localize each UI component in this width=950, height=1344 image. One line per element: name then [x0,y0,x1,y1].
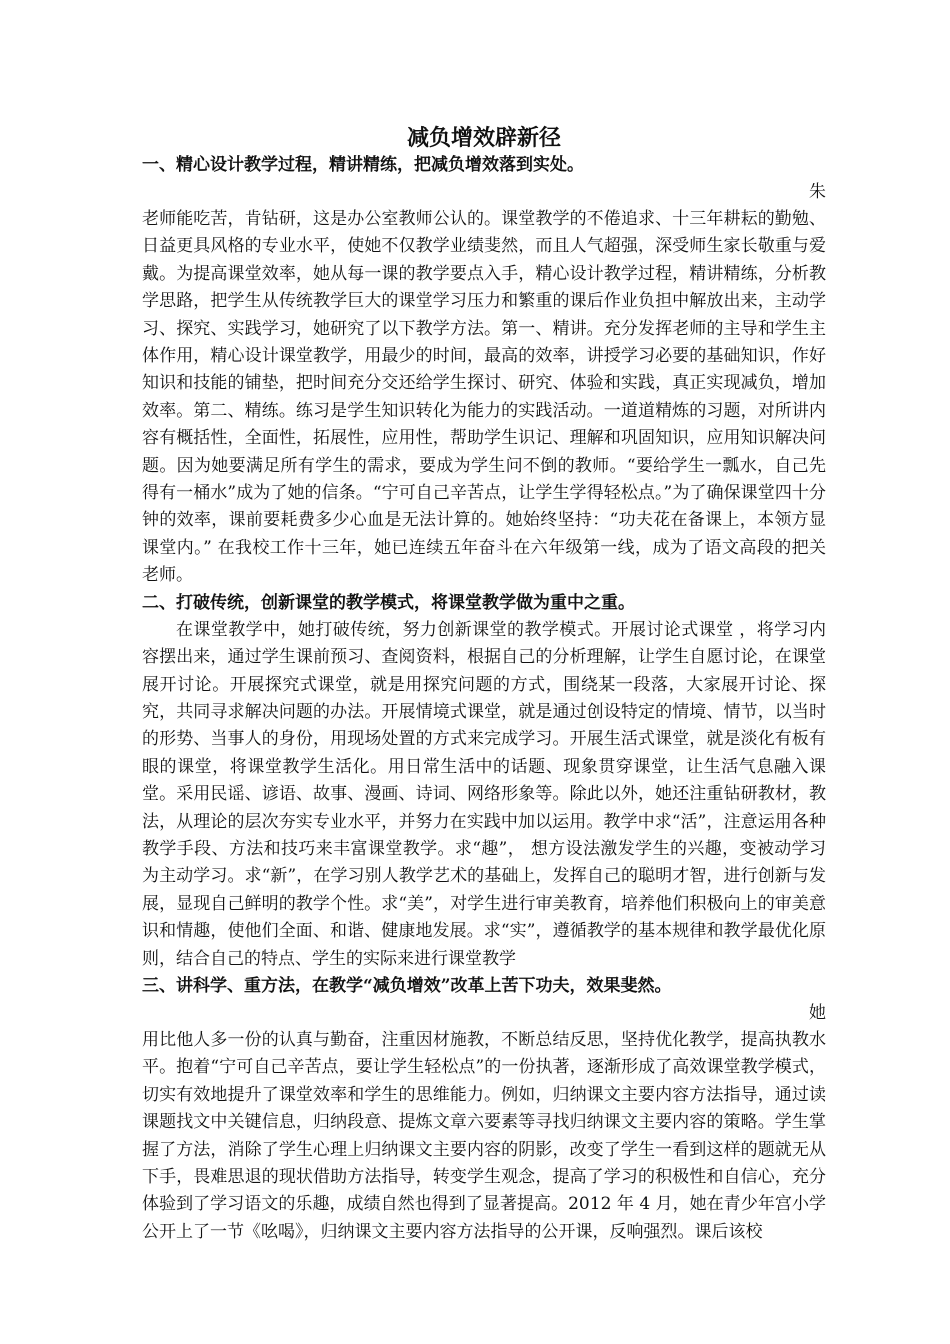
section-1-body: 老师能吃苦，肯钻研，这是办公室教师公认的。课堂教学的不倦追求、十三年耕耘的勤勉、日益更具风格的专业水平，使她不仅教学业绩斐然，而且人气超强，深受师生家长敬重与爱戴。为提高课堂效率，她从每一课的教学要点入手，精心设计教学过程，精讲精练，分析教学思路，把学生从传统教学巨大的课堂学习压力和繁重的课后作业负担中解放出来，主动学习、探究、实践学习，她研究了以下教学方法。第一、精讲。充分发挥老师的主导和学生主体作用，精心设计课堂教学，用最少的时间，最高的效率，讲授学习必要的基础知识，作好知识和技能的铺垫，把时间充分交还给学生探讨、研究、体验和实践，真正实现减负，增加效率。第二、精练。练习是学生知识转化为能力的实践活动。一道道精炼的习题，对所讲内容有概括性，全面性，拓展性，应用性，帮助学生识记、理解和巩固知识，应用知识解决问题。因为她要满足所有学生的需求，要成为学生问不倒的教师。“要给学生一瓢水，自己先得有一桶水”成为了她的信条。“宁可自己辛苦点，让学生学得轻松点。”为了确保课堂四十分钟的效率，课前要耗费多少心血是无法计算的。她始终坚持：“功夫花在备课上，本领方显课堂内。” 在我校工作十三年，她已连续五年奋斗在六年级第一线，成为了语文高段的把关老师。 [142,209,826,586]
section-2-body: 在课堂教学中，她打破传统，努力创新课堂的教学模式。开展讨论式课堂 ，将学习内容摆出来，通过学生课前预习、查阅资料，根据自己的分析理解，让学生自愿讨论，在课堂展开讨论。开展探究式课堂，就是用探究问题的方式，围绕某一段落，大家展开讨论、探究，共同寻求解决问题的办法。开展情境式课堂，就是通过创设特定的情境、情节，以当时的形势、当事人的身份，用现场处置的方式来完成学习。开展生活式课堂，就是淡化有板有眼的课堂，将课堂教学生活化。用日常生活中的话题、现象贯穿课堂，让生活气息融入课堂。采用民谣、谚语、故事、漫画、诗词、网络形象等。除此以外，她还注重钻研教材，教法，从理论的层次夯实专业水平，并努力在实践中加以运用。教学中求“活”，注意运用各种教学手段、方法和技巧来丰富课堂教学。求“趣”， 想方设法激发学生的兴趣，变被动学习为主动学习。求“新”，在学习别人教学艺术的基础上，发挥自己的聪明才智，进行创新与发展，显现自己鲜明的教学个性。求“美”，对学生进行审美教育，培养他们积极向上的审美意识和情趣，使他们全面、和谐、健康地发展。求“实”，遵循教学的基本规律和教学最优化原则，结合自己的特点、学生的实际来进行课堂教学 [142,619,826,969]
section-1-heading: 一、精心设计教学过程，精讲精练，把减负增效落到实处。 [142,155,584,175]
section-1-lead-char: 朱 [809,182,826,202]
section-3-body: 用比他人多一份的认真与勤奋，注重因材施教，不断总结反思，坚持优化教学，提高执教水平。抱着“宁可自己辛苦点，要让学生轻松点”的一份执著，逐渐形成了高效课堂教学模式，切实有效地提升了课堂效率和学生的思维能力。例如，归纳课文主要内容方法指导，通过读课题找文中关键信息，归纳段意、提炼文章六要素等寻找归纳课文主要内容的策略。学生掌握了方法，消除了学生心理上归纳课文主要内容的阴影，改变了学生一看到这样的题就无从下手，畏难思退的现状借助方法指导，转变学生观念，提高了学习的积极性和自信心，充分体验到了学习语文的乐趣，成绩自然也得到了显著提高。2012 年 4 月，她在青少年宫小学公开上了一节《吆喝》，归纳课文主要内容方法指导的公开课，反响强烈。课后该校 [142,1029,826,1242]
section-2-heading: 二、打破传统，创新课堂的教学模式，将课堂教学做为重中之重。 [142,592,635,613]
section-3-heading: 三、讲科学、重方法，在教学“减负增效”改革上苦下功夫，效果斐然。 [142,975,672,996]
document-content [142,124,826,1246]
section-3-lead-char: 她 [809,1002,826,1023]
document-title: 减负增效辟新径 [406,125,561,151]
